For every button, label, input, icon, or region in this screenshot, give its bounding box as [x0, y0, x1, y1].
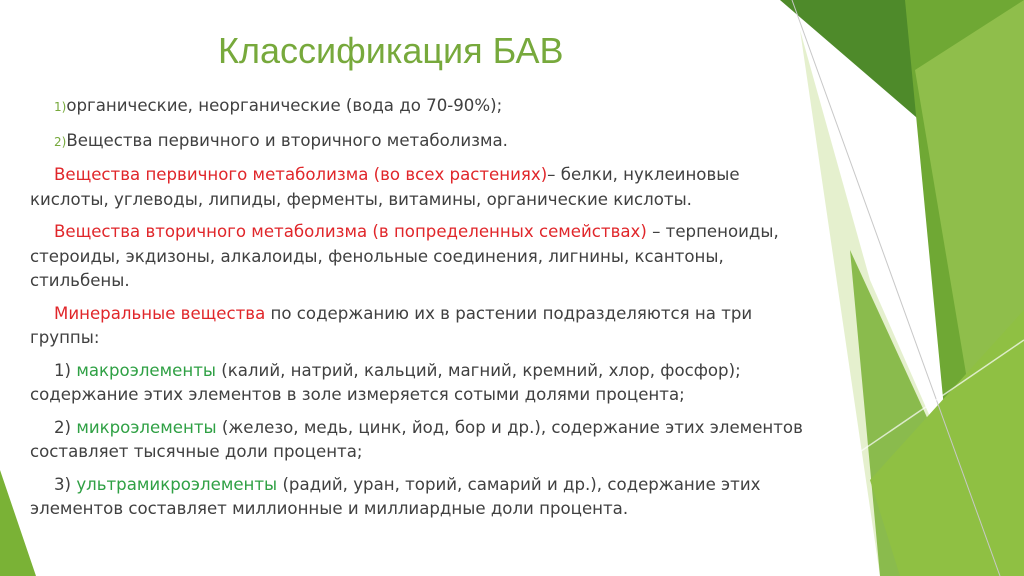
group-prefix: 2) — [54, 417, 77, 437]
secondary-metabolism-paragraph — [30, 220, 820, 294]
primary-rest: – белки, нуклеиновые кислоты, углеводы, липиды, ферменты, витамины, органические кислоты. — [30, 165, 740, 209]
group-term: микроэлементы — [76, 417, 217, 437]
minerals-paragraph — [30, 302, 820, 351]
secondary-highlight: Вещества вторичного метаболизма (в попределенных семействах) — [54, 222, 647, 241]
group-item — [30, 416, 820, 465]
list-marker: 1) — [54, 100, 67, 114]
group-term: макроэлементы — [76, 360, 216, 380]
group-prefix: 3) — [54, 474, 77, 494]
primary-highlight: Вещества первичного метаболизма (во всех растениях) — [54, 165, 548, 184]
group-rest: (калий, натрий, кальций, магний, кремний, хлор, фосфор); содержание этих элементов в золе измеряется сотыми долями процента; — [30, 360, 741, 404]
group-rest: (железо, медь, цинк, йод, бор и др.), содержание этих элементов составляет тысячные доли процента; — [30, 417, 803, 461]
minerals-highlight: Минеральные вещества — [54, 303, 266, 323]
list-item-text: Вещества первичного и вторичного метаболизма. — [66, 130, 508, 150]
slide-title: Классификация БАВ — [218, 30, 564, 71]
list-item-text: органические, неорганические (вода до 70-90%); — [66, 96, 503, 115]
minerals-rest: по содержанию их в растении подразделяются на три группы: — [30, 303, 753, 347]
list-item — [30, 94, 820, 120]
group-item — [30, 359, 820, 408]
group-rest: (радий, уран, торий, самарий и др.), содержание этих элементов составляет миллионные и миллиардные доли процента. — [30, 474, 761, 518]
group-item — [30, 473, 820, 522]
group-prefix: 1) — [54, 360, 77, 380]
list-marker: 2) — [54, 134, 67, 149]
secondary-rest: – терпеноиды, стероиды, экдизоны, алкалоиды, фенольные соединения, лигнины, ксантоны, стильбены. — [30, 222, 779, 290]
slide-content — [30, 94, 820, 530]
list-item — [30, 129, 820, 155]
group-term: ультрамикроэлементы — [76, 474, 278, 494]
primary-metabolism-paragraph — [30, 163, 820, 212]
